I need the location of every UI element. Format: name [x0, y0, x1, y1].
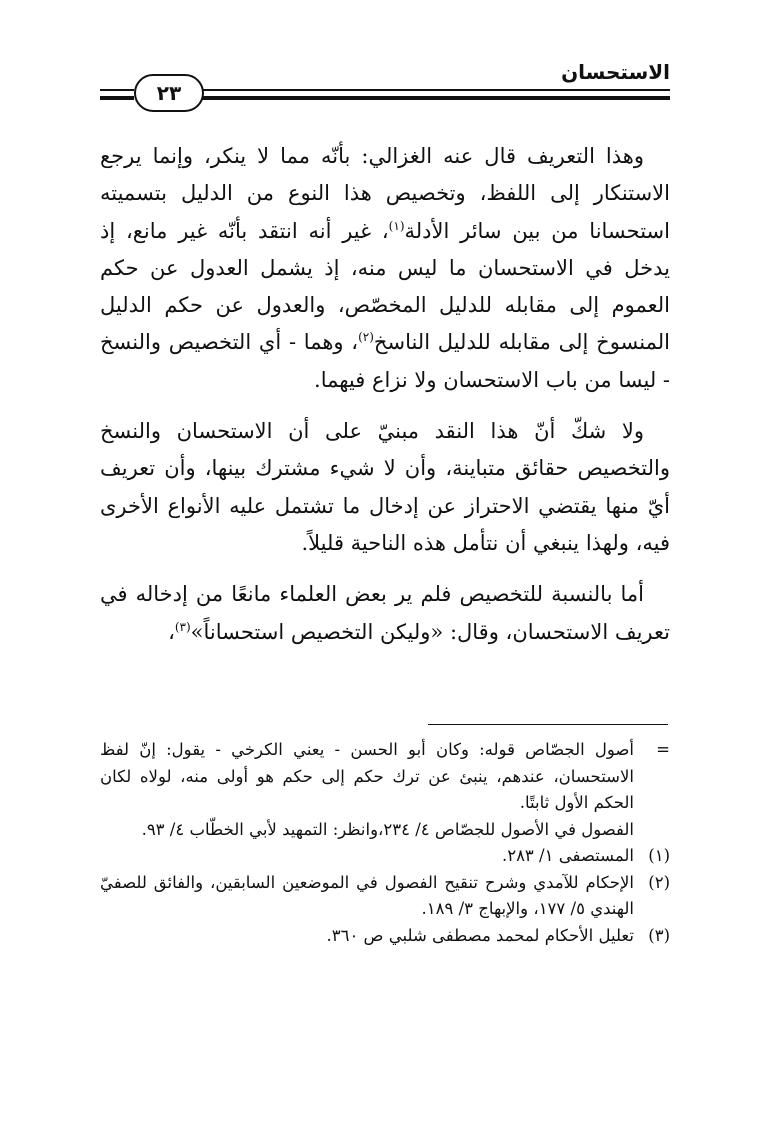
footnote-text: الإحكام للآمدي وشرح تنقيح الفصول في الموضعين السابقين، والفائق للصفيّ الهندي ٥/ ١٧٧، والإبهاج ٣/ ١٨٩.	[100, 872, 634, 918]
footnote-item	[100, 923, 670, 950]
paragraph-1-text-c: ، وهما - أي التخصيص والنسخ - ليسا من باب الاستحسان ولا نزاع فيهما.	[100, 330, 670, 392]
page-number: ٢٣	[156, 81, 182, 105]
footnote-text: المستصفى ١/ ٢٨٣.	[501, 846, 634, 865]
footnote-continuation	[100, 737, 670, 817]
paragraph-3	[100, 576, 670, 651]
footnote-marker: =	[656, 740, 670, 759]
header-rule	[202, 89, 670, 91]
footnote-ref-3[interactable]: (٣)	[174, 619, 191, 634]
page-number-badge	[134, 74, 204, 112]
paragraph-3-text-b: ،	[168, 619, 175, 644]
footnote-marker: (٢)	[648, 872, 670, 892]
footnote-ref-2[interactable]: (٢)	[358, 330, 374, 345]
header-rule-left-thick	[100, 96, 134, 100]
footnote-separator	[428, 724, 668, 725]
footnote-ref-1[interactable]: (١)	[388, 218, 405, 233]
paragraph-2: ولا شكّ أنّ هذا النقد مبنيّ على أن الاستحسان والنسخ والتخصيص حقائق متباينة، وأن لا شيء مشترك بينها، وأن تعريف أيّ منها يقتضي الاحتراز عن إدخال ما تشتمل عليه الأنواع الأخرى فيه، ولهذا ينبغي أن نتأمل هذه الناحية قليلاً.	[100, 419, 670, 555]
footnote-text: تعليل الأحكام لمحمد مصطفى شلبي ص ٣٦٠.	[326, 925, 634, 945]
paragraph-1	[100, 138, 670, 399]
body-text	[100, 138, 670, 651]
paragraph-1-text-a: وهذا التعريف قال عنه الغزالي: بأنّه مما لا ينكر، وإنما يرجع الاستنكار إلى اللفظ، وتخصيص هذا النوع من الدليل بتسميته استحسانا من بين سائر الأدلة	[100, 144, 670, 243]
footnote-text: أصول الجصّاص قوله: وكان أبو الحسن - يعني الكرخي - يقول: إنّ لفظ الاستحسان، عندهم، ينبئ عن ترك حكم إلى حكم هو أولى منه، لولاه لكان الحكم الأول ثابتًا.	[100, 740, 634, 812]
footnote-item	[100, 870, 670, 923]
running-title: الاستحسان	[561, 60, 670, 84]
footnote-item	[100, 843, 670, 870]
paragraph-3-text-a: أما بالنسبة للتخصيص فلم ير بعض العلماء مانعًا من إدخاله في تعريف الاستحسان، وقال: «وليكن التخصيص استحساناً»	[100, 582, 670, 644]
footnote-text-extra: الفصول في الأصول للجصّاص ٤/ ٢٣٤،وانظر: التمهيد لأبي الخطّاب ٤/ ٩٣.	[141, 819, 634, 839]
paragraph-1-text-b: ، غير أنه انتقد بأنّه غير مانع، إذ يدخل في الاستحسان ما ليس منه، إذ يشمل العدول عن حكم العموم إلى مقابله للدليل المخصّص، والعدول عن حكم الدليل المنسوخ إلى مقابله للدليل الناسخ	[100, 218, 670, 355]
footnote-marker: (١)	[648, 846, 670, 865]
page-header	[100, 60, 670, 110]
footnotes	[100, 737, 670, 949]
header-rule-thick	[202, 96, 670, 100]
footnote-marker: (٣)	[648, 925, 670, 945]
header-rule-left	[100, 89, 134, 91]
